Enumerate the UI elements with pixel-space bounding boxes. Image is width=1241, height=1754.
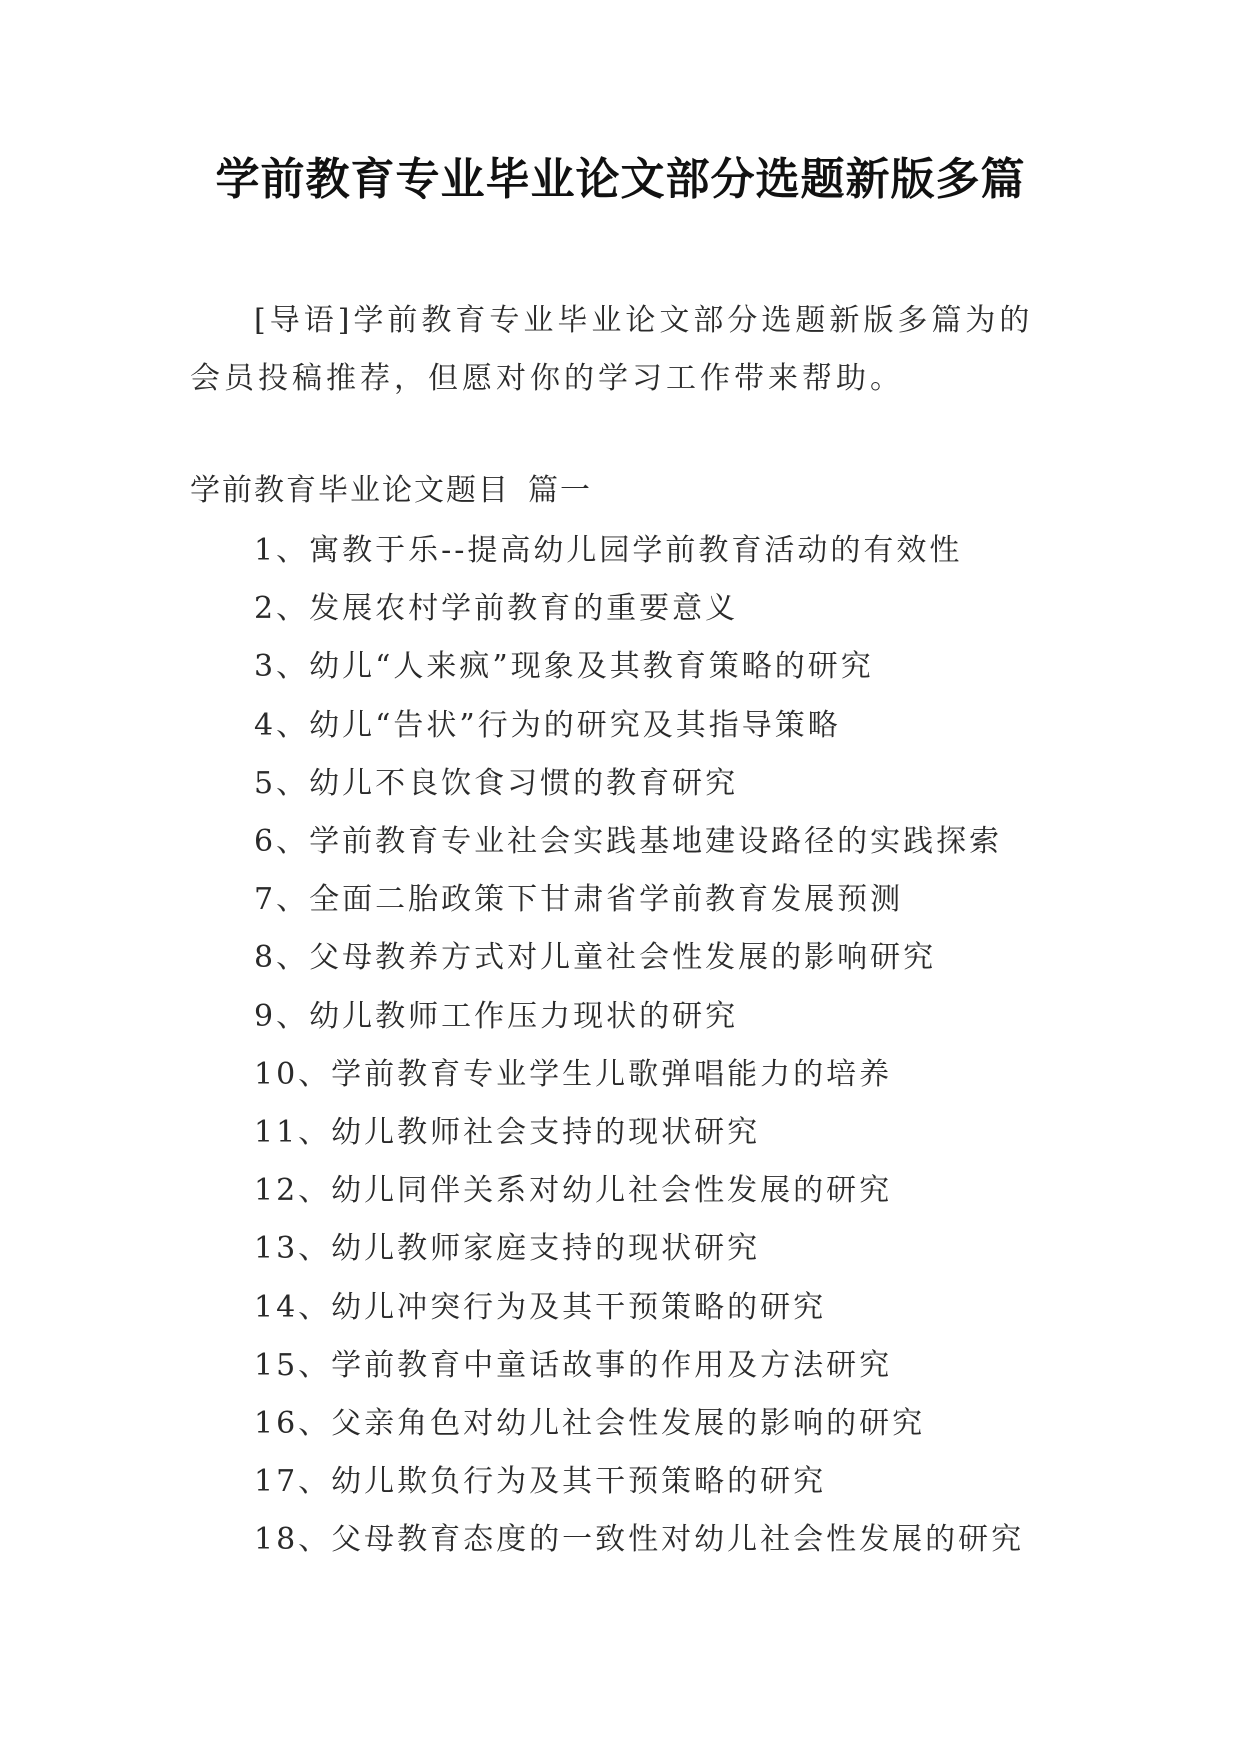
section-part-label: 篇一	[528, 473, 592, 508]
list-item: 14、幼儿冲突行为及其干预策略的研究	[254, 1289, 827, 1325]
intro-paragraph: [导语]学前教育专业毕业论文部分选题新版多篇为的会员投稿推荐，但愿对你的学习工作带来帮助。	[190, 303, 1034, 396]
list-item: 3、幼儿“人来疯”现象及其教育策略的研究	[254, 649, 874, 685]
list-item: 7、全面二胎政策下甘肃省学前教育发展预测	[254, 882, 904, 918]
list-item: 16、父亲角色对幼儿社会性发展的影响的研究	[254, 1406, 926, 1442]
list-item: 2、发展农村学前教育的重要意义	[254, 591, 739, 627]
list-item: 1、寓教于乐--提高幼儿园学前教育活动的有效性	[254, 533, 963, 568]
list-item: 11、幼儿教师社会支持的现状研究	[254, 1115, 761, 1151]
list-item: 8、父母教养方式对儿童社会性发展的影响研究	[254, 940, 937, 976]
list-item: 17、幼儿欺负行为及其干预策略的研究	[254, 1464, 827, 1500]
list-item: 6、学前教育专业社会实践基地建设路径的实践探索	[254, 824, 1003, 860]
page-title: 学前教育专业毕业论文部分选题新版多篇	[215, 154, 1026, 205]
list-item: 9、幼儿教师工作压力现状的研究	[254, 998, 739, 1034]
list-item: 10、学前教育专业学生儿歌弹唱能力的培养	[254, 1056, 893, 1092]
list-item: 18、父母教育态度的一致性对幼儿社会性发展的研究	[254, 1522, 1025, 1558]
list-item: 13、幼儿教师家庭支持的现状研究	[254, 1231, 761, 1267]
list-item: 15、学前教育中童话故事的作用及方法研究	[254, 1347, 893, 1383]
list-item: 4、幼儿“告状”行为的研究及其指导策略	[254, 707, 841, 743]
topic-list	[254, 522, 1024, 1570]
list-item: 12、幼儿同伴关系对幼儿社会性发展的研究	[254, 1173, 893, 1209]
section-heading-text: 学前教育毕业论文题目	[190, 473, 510, 508]
section-heading	[190, 462, 592, 520]
list-item: 5、幼儿不良饮食习惯的教育研究	[254, 765, 739, 801]
